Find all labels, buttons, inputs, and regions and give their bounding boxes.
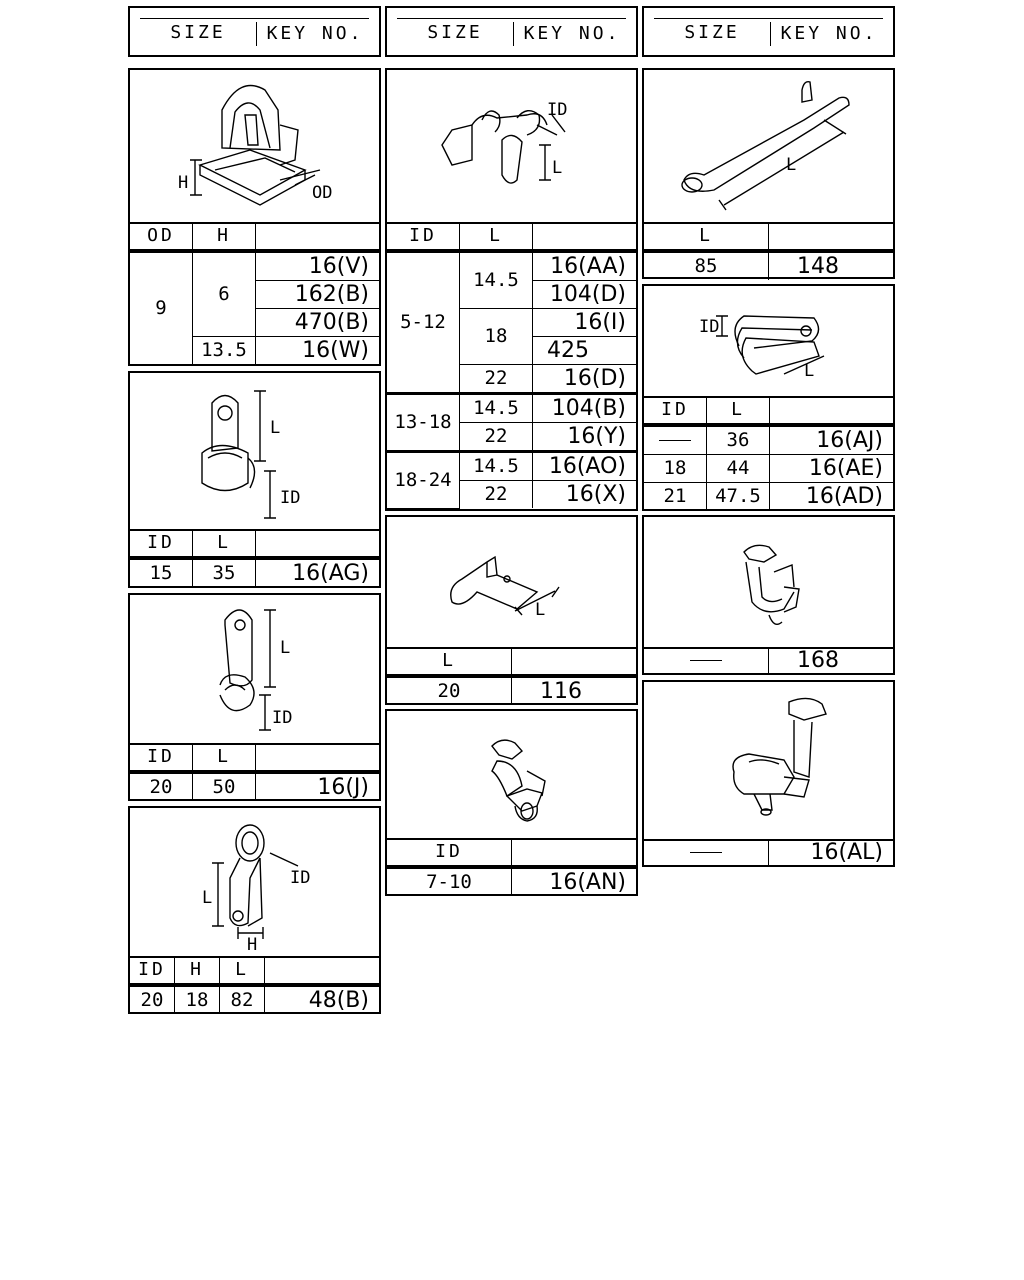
key-value: 16(Y) — [533, 423, 637, 452]
col-l: L — [644, 222, 769, 251]
key-value: 148 — [769, 251, 894, 280]
panel-clip-al — [642, 680, 895, 867]
l-value: 85 — [644, 251, 769, 280]
key-value: 470(B) — [256, 309, 380, 337]
col-id: ID — [644, 396, 707, 425]
col-id: ID — [130, 956, 175, 985]
key-value: 16(AL) — [769, 839, 894, 866]
l-value: 22 — [460, 481, 533, 509]
h-value: 13.5 — [193, 337, 256, 365]
col-id: ID — [387, 838, 512, 867]
col-od: OD — [130, 222, 193, 251]
l-value: 22 — [460, 423, 533, 452]
col-id: ID — [130, 743, 193, 772]
bracket-clamp-figure — [130, 808, 379, 958]
col-key — [512, 838, 637, 867]
id-value: 20 — [130, 772, 193, 801]
id-value — [644, 425, 707, 455]
id-value: 18 — [644, 455, 707, 483]
size-header: SIZE — [170, 22, 226, 43]
l-value: 20 — [387, 676, 512, 705]
harness-clip-figure — [387, 711, 636, 840]
panel-loop-strap — [642, 284, 895, 511]
loop-clamp-drawing — [130, 373, 379, 529]
key-value: 168 — [769, 647, 894, 674]
col-id: ID — [387, 222, 460, 251]
col-l: L — [220, 956, 265, 985]
panel-bracket-clamp — [128, 806, 381, 1014]
id-value: 7-10 — [387, 867, 512, 896]
l-value: 18 — [460, 309, 533, 365]
panel-p-clamp — [128, 593, 381, 801]
key-value: 16(D) — [533, 365, 637, 394]
col-key — [256, 529, 380, 558]
col-key — [770, 396, 894, 425]
od-value: 9 — [130, 251, 193, 364]
id-value: 13-18 — [387, 394, 460, 452]
header-col2 — [385, 6, 638, 57]
id-label: ID — [547, 100, 568, 120]
od-label: OD — [312, 183, 333, 203]
l-value: 14.5 — [460, 394, 533, 423]
key-value: 116 — [512, 676, 637, 705]
col-l: L — [707, 396, 770, 425]
tab-clip-figure — [387, 517, 636, 649]
key-no-header: KEY NO. — [770, 22, 887, 46]
tab-clip-table — [387, 647, 636, 705]
harness-clip-table — [387, 838, 636, 896]
dash-mark — [690, 852, 722, 853]
l-value: 14.5 — [460, 251, 533, 309]
l-label: L — [552, 158, 563, 178]
strap-table — [644, 222, 893, 280]
id-value: 20 — [130, 985, 175, 1014]
l-value: 82 — [220, 985, 265, 1014]
bracket-clamp-drawing — [130, 808, 379, 956]
key-value: 16(AN) — [512, 867, 637, 896]
p-clamp-figure — [130, 595, 379, 745]
key-value: 16(AA) — [533, 251, 637, 281]
double-clip-table — [387, 222, 636, 509]
id-value: 21 — [644, 483, 707, 511]
strap-drawing — [644, 70, 893, 222]
key-value: 425 — [533, 337, 637, 365]
key-no-header: KEY NO. — [256, 22, 373, 46]
col-l: L — [193, 529, 256, 558]
l-value: 22 — [460, 365, 533, 394]
l-value: 44 — [707, 455, 770, 483]
h-value: 18 — [175, 985, 220, 1014]
col-key — [265, 956, 380, 985]
id-value: 18-24 — [387, 452, 460, 509]
col-h: H — [175, 956, 220, 985]
id-value: 15 — [130, 558, 193, 587]
id-label: ID — [290, 868, 311, 888]
h-value: 6 — [193, 251, 256, 337]
key-value: 16(I) — [533, 309, 637, 337]
clip-al-drawing — [644, 682, 893, 839]
key-value: 16(V) — [256, 251, 380, 281]
col-id: ID — [130, 529, 193, 558]
key-value: 48(B) — [265, 985, 380, 1014]
p-clamp-drawing — [130, 595, 379, 743]
loop-strap-figure — [644, 286, 893, 398]
key-value: 16(AO) — [533, 452, 637, 481]
size-header: SIZE — [427, 22, 483, 43]
clip-al-figure — [644, 682, 893, 841]
col-key — [512, 647, 637, 676]
key-value: 16(AE) — [770, 455, 894, 483]
loop-strap-drawing — [644, 286, 893, 396]
push-clip-table — [130, 222, 379, 365]
l-value: 47.5 — [707, 483, 770, 511]
bracket-clamp-table — [130, 956, 379, 1014]
id-label: ID — [272, 708, 293, 728]
l-value: 14.5 — [460, 452, 533, 481]
col-h: H — [193, 222, 256, 251]
dash-mark — [690, 660, 722, 661]
size-value — [644, 647, 769, 674]
col-key — [533, 222, 637, 251]
strap-figure — [644, 70, 893, 224]
panel-strap — [642, 68, 895, 279]
l-label: L — [280, 638, 291, 658]
col-l: L — [193, 743, 256, 772]
col-l: L — [387, 647, 512, 676]
h-label: H — [178, 173, 189, 193]
col-key — [256, 743, 380, 772]
l-label: L — [786, 155, 797, 175]
double-clip-drawing — [387, 70, 636, 222]
key-value: 162(B) — [256, 281, 380, 309]
id-value: 5-12 — [387, 251, 460, 394]
loop-strap-table — [644, 396, 893, 510]
clip-168-figure — [644, 517, 893, 649]
clip-168-drawing — [644, 517, 893, 647]
key-value: 16(W) — [256, 337, 380, 365]
col-key — [256, 222, 380, 251]
key-value: 16(AG) — [256, 558, 380, 587]
header-col3 — [642, 6, 895, 57]
h-label: H — [247, 935, 258, 955]
size-header: SIZE — [684, 22, 740, 43]
col-l: L — [460, 222, 533, 251]
l-value: 50 — [193, 772, 256, 801]
key-no-header: KEY NO. — [513, 22, 630, 46]
id-label: ID — [280, 488, 301, 508]
clip-168-table — [644, 647, 893, 674]
l-label: L — [270, 418, 281, 438]
panel-clip-168 — [642, 515, 895, 675]
l-value: 36 — [707, 425, 770, 455]
id-label: ID — [699, 317, 720, 337]
double-clip-figure — [387, 70, 636, 224]
push-clip-drawing — [130, 70, 379, 222]
col-key — [769, 222, 894, 251]
key-value: 104(D) — [533, 281, 637, 309]
key-value: 104(B) — [533, 394, 637, 423]
key-value: 16(AJ) — [770, 425, 894, 455]
key-value: 16(AD) — [770, 483, 894, 511]
panel-harness-clip — [385, 709, 638, 896]
loop-clamp-table — [130, 529, 379, 587]
size-value — [644, 839, 769, 866]
key-value: 16(X) — [533, 481, 637, 509]
panel-double-clip — [385, 68, 638, 511]
panel-tab-clip — [385, 515, 638, 705]
tab-clip-drawing — [387, 517, 636, 647]
l-value: 35 — [193, 558, 256, 587]
loop-clamp-figure — [130, 373, 379, 531]
harness-clip-drawing — [387, 711, 636, 838]
l-label: L — [535, 600, 546, 620]
l-label: L — [202, 888, 213, 908]
push-clip-figure — [130, 70, 379, 224]
panel-push-clip — [128, 68, 381, 366]
dash-mark — [659, 440, 691, 441]
clip-al-table — [644, 839, 893, 866]
header-col1 — [128, 6, 381, 57]
l-label: L — [804, 361, 815, 381]
panel-loop-clamp — [128, 371, 381, 588]
key-value: 16(J) — [256, 772, 380, 801]
p-clamp-table — [130, 743, 379, 801]
